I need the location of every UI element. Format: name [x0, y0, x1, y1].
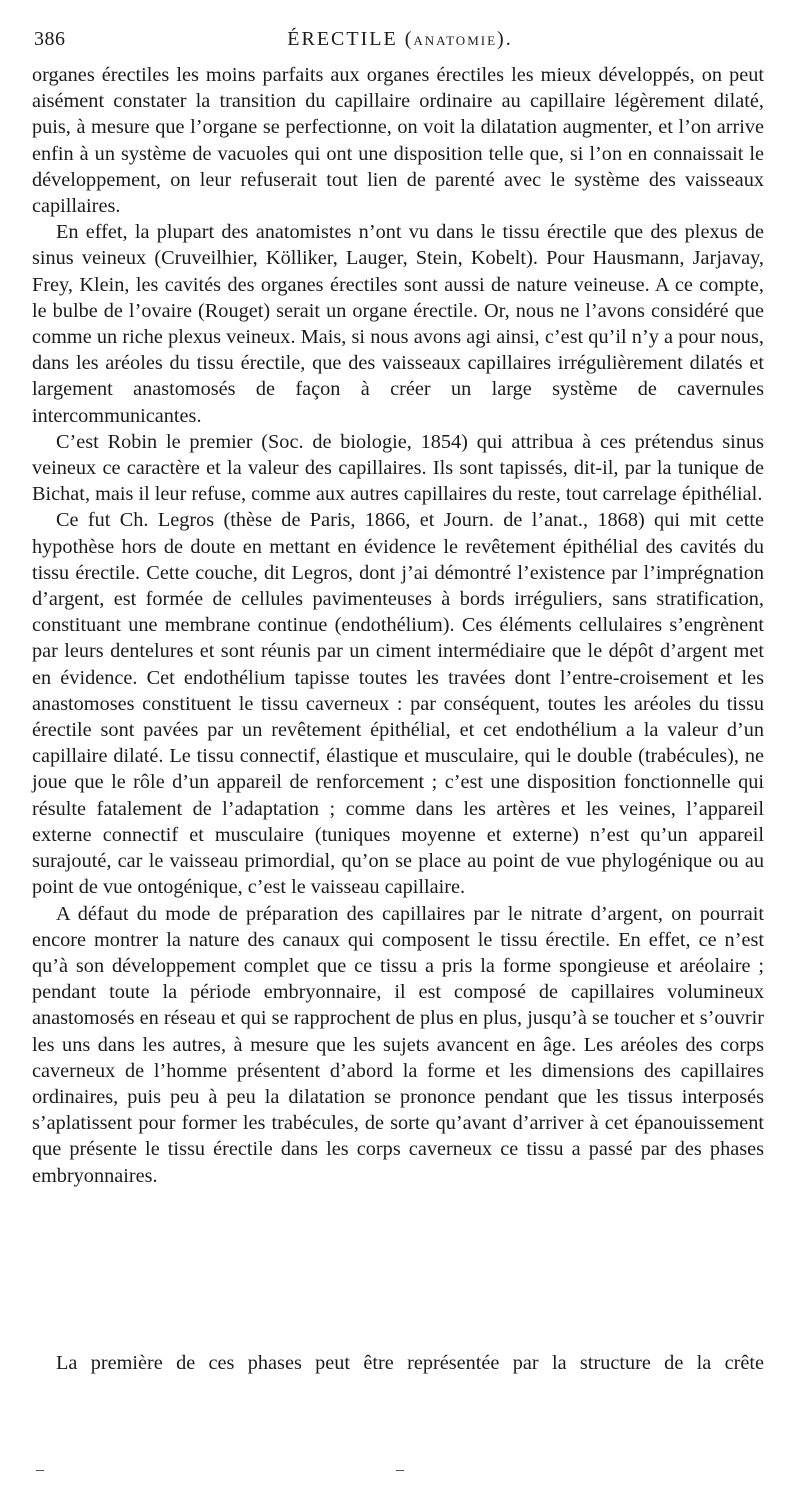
paragraph-continued: organes érectiles les moins parfaits aux organes érectiles les mieux développés, on peut aisément constater la transition du capillaire ordinaire au capillaire légèrement dilaté, puis, à mesure que l’organe se perfectionne, on voit la dilatation augmenter, et l’on arrive enfin à un système de vacuoles qui ont une disposition telle que, si l’on en connaissait le développement, on leur refuserait tout lien de parenté avec le système des vaisseaux capillaires. — [32, 64, 764, 218]
paragraph-robin: C’est Robin le premier (Soc. de biologie, 1854) qui attribua à ces prétendus sinus veineux ce caractère et la valeur des capillaires. Ils sont tapissés, dit-il, par la tunique de Bichat, mais il leur refuse, comme aux autres capillaires du reste, tout carrelage épithélial. — [32, 430, 764, 506]
paragraph-first-phase: La première de ces phases peut être représentée par la structure de la crête — [56, 1352, 764, 1374]
page-number: 386 — [34, 28, 66, 50]
running-title-subject: ANATOMIE — [413, 33, 498, 48]
paragraph-development: A défaut du mode de préparation des capillaires par le nitrate d’argent, on pourrait encore montrer la nature des canaux qui composent le tissu érectile. En effet, ce n’est qu’à son développement complet que ce tissu a pris la forme spongieuse et aréolaire ; pendant toute la période embryonnaire, il est composé de capillaires volumineux anastomosés en réseau et qui se rapprochent de plus en plus, jusqu’à se toucher et s’ouvrir les uns dans les autres, à mesure que les sujets avancent en âge. Les aréoles des corps caverneux de l’homme présentent d’abord la forme et les dimensions des capillaires ordinaires, puis peu à peu la dilatation se prononce pendant que les tissus interposés s’aplatissent pour former les trabécules, de sorte qu’avant d’arriver à cet épanouissement que présente le tissu érectile dans les corps caverneux ce tissu a passé par des phases embryonnaires. — [32, 902, 764, 1187]
print-speck — [36, 1470, 44, 1471]
running-title — [34, 28, 766, 51]
running-title-main: ÉRECTILE ( — [287, 28, 414, 50]
running-title-close: ). — [497, 28, 513, 50]
body-text — [32, 62, 764, 1189]
paragraph-legros: Ce fut Ch. Legros (thèse de Paris, 1866, et Journ. de l’anat., 1868) qui mit cette hypothèse hors de doute en mettant en évidence le revêtement épithélial des cavités du tissu érectile. Cette couche, dit Legros, dont j’ai démontré l’existence par l’imprégnation d’argent, est formée de cellules pavimenteuses à bords irréguliers, sans stratification, constituant une membrane continue (endothélium). Ces éléments cellulaires s’engrènent par leurs dentelures et sont réunis par un ciment intermédiaire que le dépôt d’argent met en évidence. Cet endothélium tapisse toutes les travées dont l’entre-croisement et les anastomoses constituent le tissu caverneux : par conséquent, toutes les aréoles du tissu érectile sont pavées par un revêtement épithélial, et cet endothélium a la valeur d’un capillaire dilaté. Le tissu connectif, élastique et musculaire, qui le double (trabécules), ne joue que le rôle d’un appareil de renforcement ; c’est une disposition fonctionnelle qui résulte fatalement de l’adaptation ; comme dans les artères et les veines, l’appareil externe connectif et musculaire (tuniques moyenne et externe) n’est qu’un appareil surajouté, car le vaisseau primordial, qu’on se place au point de vue phylogénique ou au point de vue ontogénique, c’est le vaisseau capillaire. — [32, 509, 764, 899]
page-header — [34, 28, 766, 58]
print-speck — [396, 1470, 404, 1471]
paragraph-anatomists: En effet, la plupart des anatomistes n’ont vu dans le tissu érectile que des plexus de sinus veineux (Cruveilhier, Kölliker, Lauger, Stein, Kobelt). Pour Hausmann, Jarjavay, Frey, Klein, les cavités des organes érectiles sont aussi de nature veineuse. A ce compte, le bulbe de l’ovaire (Rouget) serait un organe érectile. Or, nous ne l’avons considéré que comme un riche plexus veineux. Mais, si nous avons agi ainsi, c’est qu’il n’y a pour nous, dans les aréoles du tissu érectile, que des vaisseaux capillaires irrégulièrement dilatés et largement anastomosés de façon à créer un large système de cavernules intercommunicantes. — [32, 221, 764, 427]
